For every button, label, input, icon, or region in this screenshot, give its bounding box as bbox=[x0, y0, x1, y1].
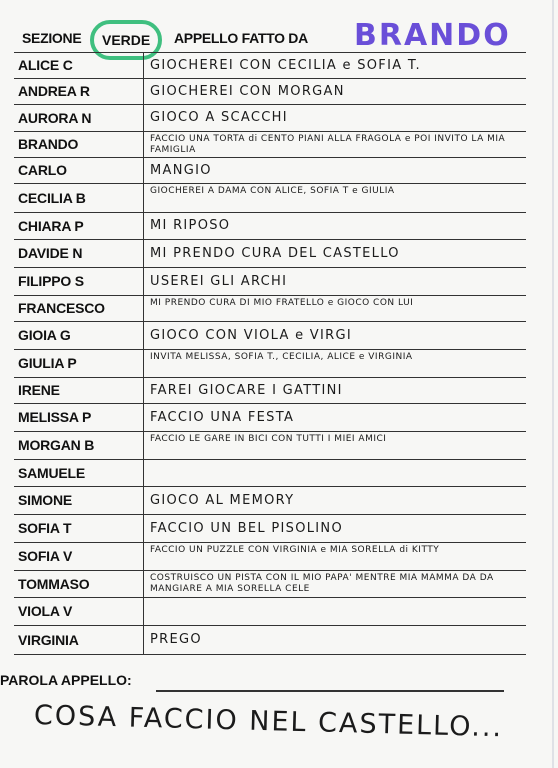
student-answer: GIOCHEREI CON CECILIA e SOFIA T. bbox=[150, 58, 421, 73]
roster-row bbox=[14, 322, 526, 350]
student-name: VIOLA V bbox=[14, 598, 144, 625]
roster-row bbox=[14, 350, 526, 378]
student-answer: GIOCO AL MEMORY bbox=[150, 493, 295, 508]
roster-row bbox=[14, 378, 526, 404]
student-answer: MI PRENDO CURA DI MIO FRATELLO e GIOCO CON LUI bbox=[150, 298, 414, 308]
student-name: FILIPPO S bbox=[14, 268, 144, 295]
roster-row bbox=[14, 213, 526, 240]
roster-row bbox=[14, 132, 526, 158]
student-name: MELISSA P bbox=[14, 404, 144, 431]
appello-label: APPELLO FATTO DA bbox=[174, 30, 308, 46]
student-name: GIOIA G bbox=[14, 322, 144, 349]
student-answer: MI PRENDO CURA DEL CASTELLO bbox=[150, 246, 400, 261]
student-name: CHIARA P bbox=[14, 213, 144, 239]
roster-row bbox=[14, 515, 526, 543]
student-answer: FACCIO LE GARE IN BICI CON TUTTI I MIEI AMICI bbox=[150, 434, 387, 444]
student-answer: USEREI GLI ARCHI bbox=[150, 274, 288, 289]
student-answer: GIOCO A SCACCHI bbox=[150, 110, 288, 125]
parola-appello-value: COSA FACCIO NEL CASTELLO... bbox=[33, 700, 504, 744]
roster-row bbox=[14, 105, 526, 132]
student-name: ANDREA R bbox=[14, 79, 144, 104]
student-answer: INVITA MELISSA, SOFIA T., CECILIA, ALICE e VIRGINIA bbox=[150, 352, 413, 362]
roster-row bbox=[14, 268, 526, 296]
parola-appello-label: PAROLA APPELLO: bbox=[0, 672, 132, 688]
student-answer bbox=[150, 460, 526, 486]
roster-table bbox=[14, 52, 526, 655]
student-name: SOFIA T bbox=[14, 515, 144, 542]
roster-row bbox=[14, 571, 526, 598]
roster-row bbox=[14, 404, 526, 432]
student-answer: FACCIO UNA FESTA bbox=[150, 410, 295, 425]
caller-name: BRANDO bbox=[354, 18, 511, 53]
student-answer: FACCIO UNA TORTA di CENTO PIANI ALLA FRAGOLA e POI INVITO LA MIA FAMIGLIA bbox=[150, 134, 506, 155]
student-name: IRENE bbox=[14, 378, 144, 403]
student-name: SOFIA V bbox=[14, 543, 144, 570]
student-name: FRANCESCO bbox=[14, 296, 144, 321]
student-answer: GIOCHEREI CON MORGAN bbox=[150, 84, 345, 99]
student-name: SIMONE bbox=[14, 487, 144, 514]
roster-row bbox=[14, 460, 526, 487]
student-name: ALICE C bbox=[14, 53, 144, 78]
student-answer bbox=[150, 598, 526, 625]
student-answer: GIOCHEREI A DAMA CON ALICE, SOFIA T e GIULIA bbox=[150, 186, 395, 196]
paper-edge bbox=[552, 0, 554, 768]
student-answer: COSTRUISCO UN PISTA CON IL MIO PAPA' MENTRE MIA MAMMA DA DA MANGIARE A MIA SORELLA CELE bbox=[150, 573, 494, 594]
parola-underline bbox=[156, 690, 504, 692]
section-color-circled: VERDE bbox=[90, 20, 162, 60]
student-answer: MI RIPOSO bbox=[150, 218, 231, 233]
student-name: GIULIA P bbox=[14, 350, 144, 377]
roster-row bbox=[14, 432, 526, 460]
roster-row bbox=[14, 184, 526, 213]
student-name: DAVIDE N bbox=[14, 240, 144, 267]
student-answer: GIOCO CON VIOLA e VIRGI bbox=[150, 328, 352, 343]
student-answer: FACCIO UN BEL PISOLINO bbox=[150, 521, 343, 536]
student-answer: MANGIO bbox=[150, 163, 212, 178]
student-answer: FAREI GIOCARE I GATTINI bbox=[150, 383, 343, 398]
roster-row bbox=[14, 626, 526, 655]
student-name: CARLO bbox=[14, 158, 144, 183]
student-name: TOMMASO bbox=[14, 571, 144, 597]
student-name: VIRGINIA bbox=[14, 626, 144, 654]
roster-row bbox=[14, 240, 526, 268]
roster-row bbox=[14, 487, 526, 515]
student-name: CECILIA B bbox=[14, 184, 144, 212]
roster-row bbox=[14, 52, 526, 79]
roster-row bbox=[14, 296, 526, 322]
student-name: SAMUELE bbox=[14, 460, 144, 486]
sezione-label: SEZIONE bbox=[22, 30, 82, 46]
roster-row bbox=[14, 79, 526, 105]
student-answer: FACCIO UN PUZZLE CON VIRGINIA e MIA SORELLA di KITTY bbox=[150, 545, 440, 555]
student-answer: PREGO bbox=[150, 632, 202, 647]
roster-row bbox=[14, 158, 526, 184]
student-name: BRANDO bbox=[14, 132, 144, 157]
student-name: MORGAN B bbox=[14, 432, 144, 459]
roster-row bbox=[14, 598, 526, 626]
roster-row bbox=[14, 543, 526, 571]
student-name: AURORA N bbox=[14, 105, 144, 131]
